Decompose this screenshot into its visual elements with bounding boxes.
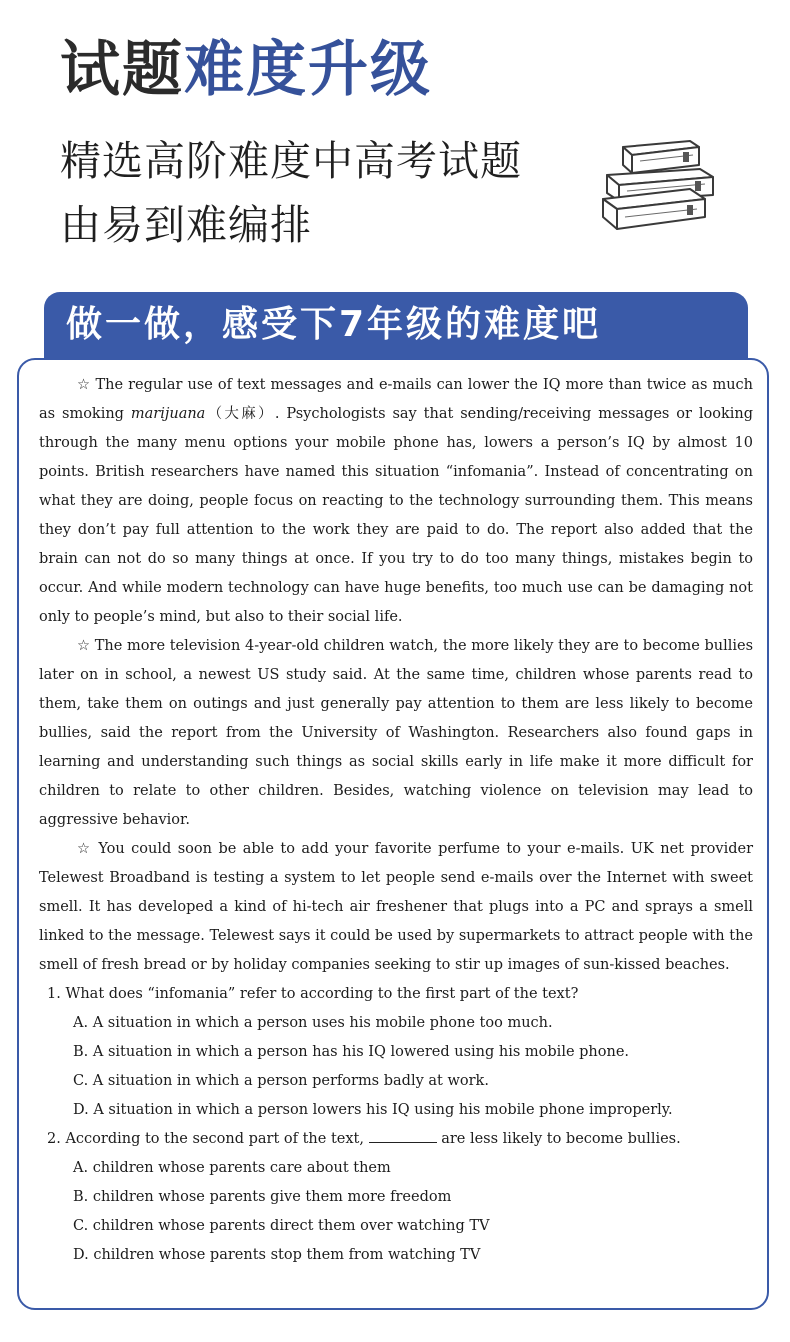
passage-paragraph-3: ☆ You could soon be able to add your favorite perfume to your e-mails. UK net provider Telewest Broadband is testing a system to let people send e-mails over the Internet with sweet smell. It has developed a kind of hi-tech air freshener that plugs into a PC and sprays a smell linked to the message. Telewest says it could be used by supermarkets to attract people with the smell of fresh bread or by holiday companies seeking to stir up images of sun-kissed beaches. bbox=[39, 841, 754, 973]
subtitle-line-2: 由易到难编排 bbox=[60, 201, 312, 249]
question-2-option-b[interactable]: B. children whose parents give them more freedom bbox=[73, 1189, 452, 1205]
star-icon: ☆ bbox=[77, 638, 91, 654]
question-2-option-a[interactable]: A. children whose parents care about them bbox=[73, 1160, 391, 1176]
passage-paragraph-1: ☆ The regular use of text messages and e-mails can lower the IQ more than twice as much as smoking marijuana（大麻）. Psychologists say that sending/receiving messages or looking through the many menu options your mobile phone has, lowers a person’s IQ by almost 10 points. British researchers have named this situation “infomania”. Instead of concentrating on what they are doing, people focus on reacting to the technology surrounding them. This means they don’t pay full attention to the work they are paid to do. The report also added that the brain can not do so many things at once. If you try to do too many things, mistakes begin to occur. And while modern technology can have huge benefits, too much use can be damaging not only to people’s mind, but also to their social life. bbox=[39, 377, 754, 625]
header bbox=[0, 0, 790, 300]
title-part-2: 难度升级 bbox=[184, 35, 432, 105]
question-1-option-d[interactable]: D. A situation in which a person lowers his IQ using his mobile phone improperly. bbox=[73, 1102, 673, 1118]
page-title bbox=[60, 30, 432, 110]
star-icon: ☆ bbox=[77, 377, 91, 393]
question-2-option-c[interactable]: C. children whose parents direct them over watching TV bbox=[73, 1218, 490, 1234]
books-icon bbox=[595, 135, 720, 235]
question-1-option-c[interactable]: C. A situation in which a person performs badly at work. bbox=[73, 1073, 489, 1089]
star-icon: ☆ bbox=[77, 841, 92, 857]
section-banner bbox=[44, 292, 748, 359]
question-1-option-a[interactable]: A. A situation in which a person uses his mobile phone too much. bbox=[73, 1015, 553, 1031]
title-part-1: 试题 bbox=[60, 35, 184, 105]
banner-title: 做一做，感受下7年级的难度吧 bbox=[66, 304, 602, 345]
question-1: 1. What does “infomania” refer to according to the first part of the text? bbox=[47, 986, 579, 1002]
question-2-option-d[interactable]: D. children whose parents stop them from watching TV bbox=[73, 1247, 481, 1263]
answer-blank[interactable] bbox=[369, 1128, 437, 1143]
exercise-content bbox=[39, 371, 753, 1270]
subtitle-line-1: 精选高阶难度中高考试题 bbox=[60, 137, 522, 185]
passage-paragraph-2: ☆ The more television 4-year-old children watch, the more likely they are to become bullies later on in school, a newest US study said. At the same time, children whose parents read to them, take them on outings and just generally pay attention to them are less likely to become bullies, said the report from the University of Washington. Researchers also found gaps in learning and understanding such things as social skills early in life make it more difficult for children to relate to other children. Besides, watching violence on television may lead to aggressive behavior. bbox=[39, 638, 754, 828]
question-2: 2. According to the second part of the text, are less likely to become bullies. bbox=[39, 1125, 753, 1154]
question-1-option-b[interactable]: B. A situation in which a person has his IQ lowered using his mobile phone. bbox=[73, 1044, 630, 1060]
